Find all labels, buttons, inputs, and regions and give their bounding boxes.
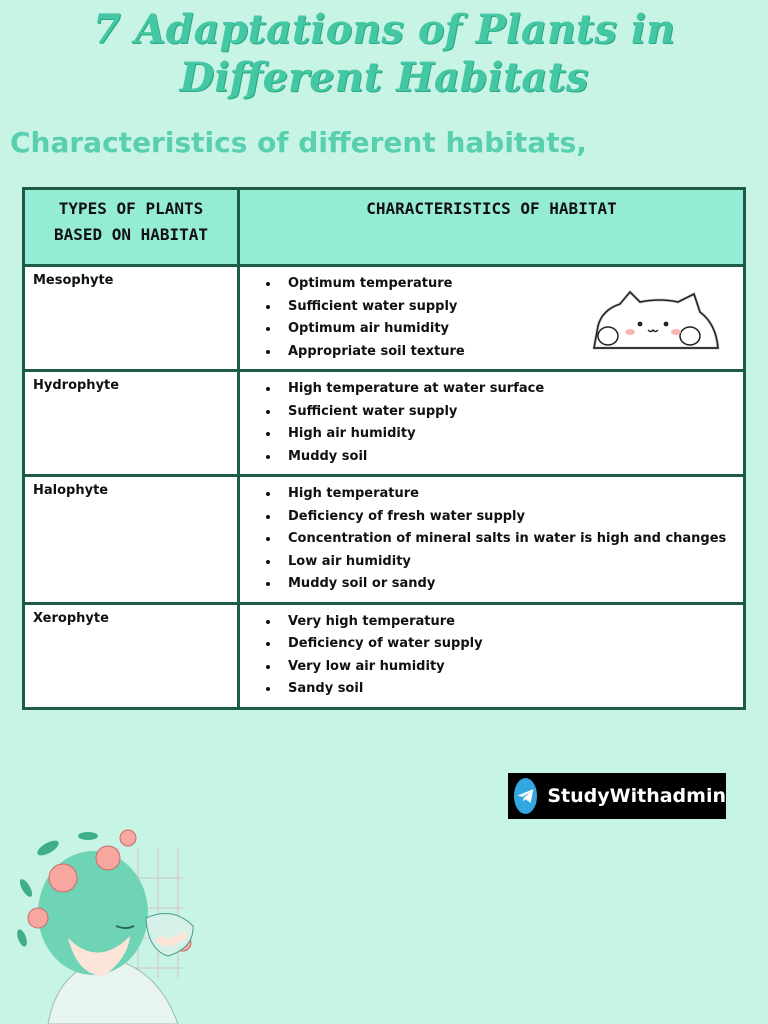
characteristics-cell xyxy=(239,603,745,708)
list-item: • Optimum air humidity xyxy=(280,318,735,341)
plant-type-cell: Mesophyte xyxy=(24,266,239,371)
title-line-1: 7 Adaptations of Plants in xyxy=(92,6,676,53)
girl-illustration xyxy=(8,818,224,1024)
characteristics-list xyxy=(248,611,735,701)
list-item: • High temperature xyxy=(280,483,735,506)
list-item: • Very low air humidity xyxy=(280,656,735,679)
list-item: • Sandy soil xyxy=(280,678,735,701)
list-item: • Very high temperature xyxy=(280,611,735,634)
list-item: • High temperature at water surface xyxy=(280,378,735,401)
characteristics-cell xyxy=(239,371,745,476)
telegram-icon xyxy=(514,778,537,814)
plant-type-cell: Hydrophyte xyxy=(24,371,239,476)
list-item: • High air humidity xyxy=(280,423,735,446)
list-item: • Muddy soil xyxy=(280,446,735,469)
habitat-table xyxy=(22,187,746,710)
table-row xyxy=(24,476,745,604)
telegram-badge xyxy=(508,773,726,819)
page-title xyxy=(0,6,768,102)
list-item: • Low air humidity xyxy=(280,551,735,574)
section-subtitle: Characteristics of different habitats, xyxy=(10,126,587,159)
header-plant-type: TYPES OF PLANTS BASED ON HABITAT xyxy=(24,189,239,266)
badge-label: StudyWithadmin xyxy=(547,785,726,807)
list-item: • Optimum temperature xyxy=(280,273,735,296)
table-row xyxy=(24,603,745,708)
characteristics-cell xyxy=(239,476,745,604)
characteristics-list xyxy=(248,378,735,468)
plant-type-cell: Xerophyte xyxy=(24,603,239,708)
cat-sticker-icon xyxy=(590,288,722,354)
list-item: • Deficiency of water supply xyxy=(280,633,735,656)
table-header-row xyxy=(24,189,745,266)
title-line-2: Different Habitats xyxy=(179,54,589,101)
header-characteristics: CHARACTERISTICS OF HABITAT xyxy=(239,189,745,266)
list-item: • Sufficient water supply xyxy=(280,296,735,319)
list-item: • Deficiency of fresh water supply xyxy=(280,506,735,529)
list-item: • Appropriate soil texture xyxy=(280,341,735,364)
plant-type-cell: Halophyte xyxy=(24,476,239,604)
list-item: • Sufficient water supply xyxy=(280,401,735,424)
list-item: • Muddy soil or sandy xyxy=(280,573,735,596)
characteristics-list xyxy=(248,483,735,596)
list-item: • Concentration of mineral salts in water is high and changes xyxy=(280,528,735,551)
table-row xyxy=(24,371,745,476)
